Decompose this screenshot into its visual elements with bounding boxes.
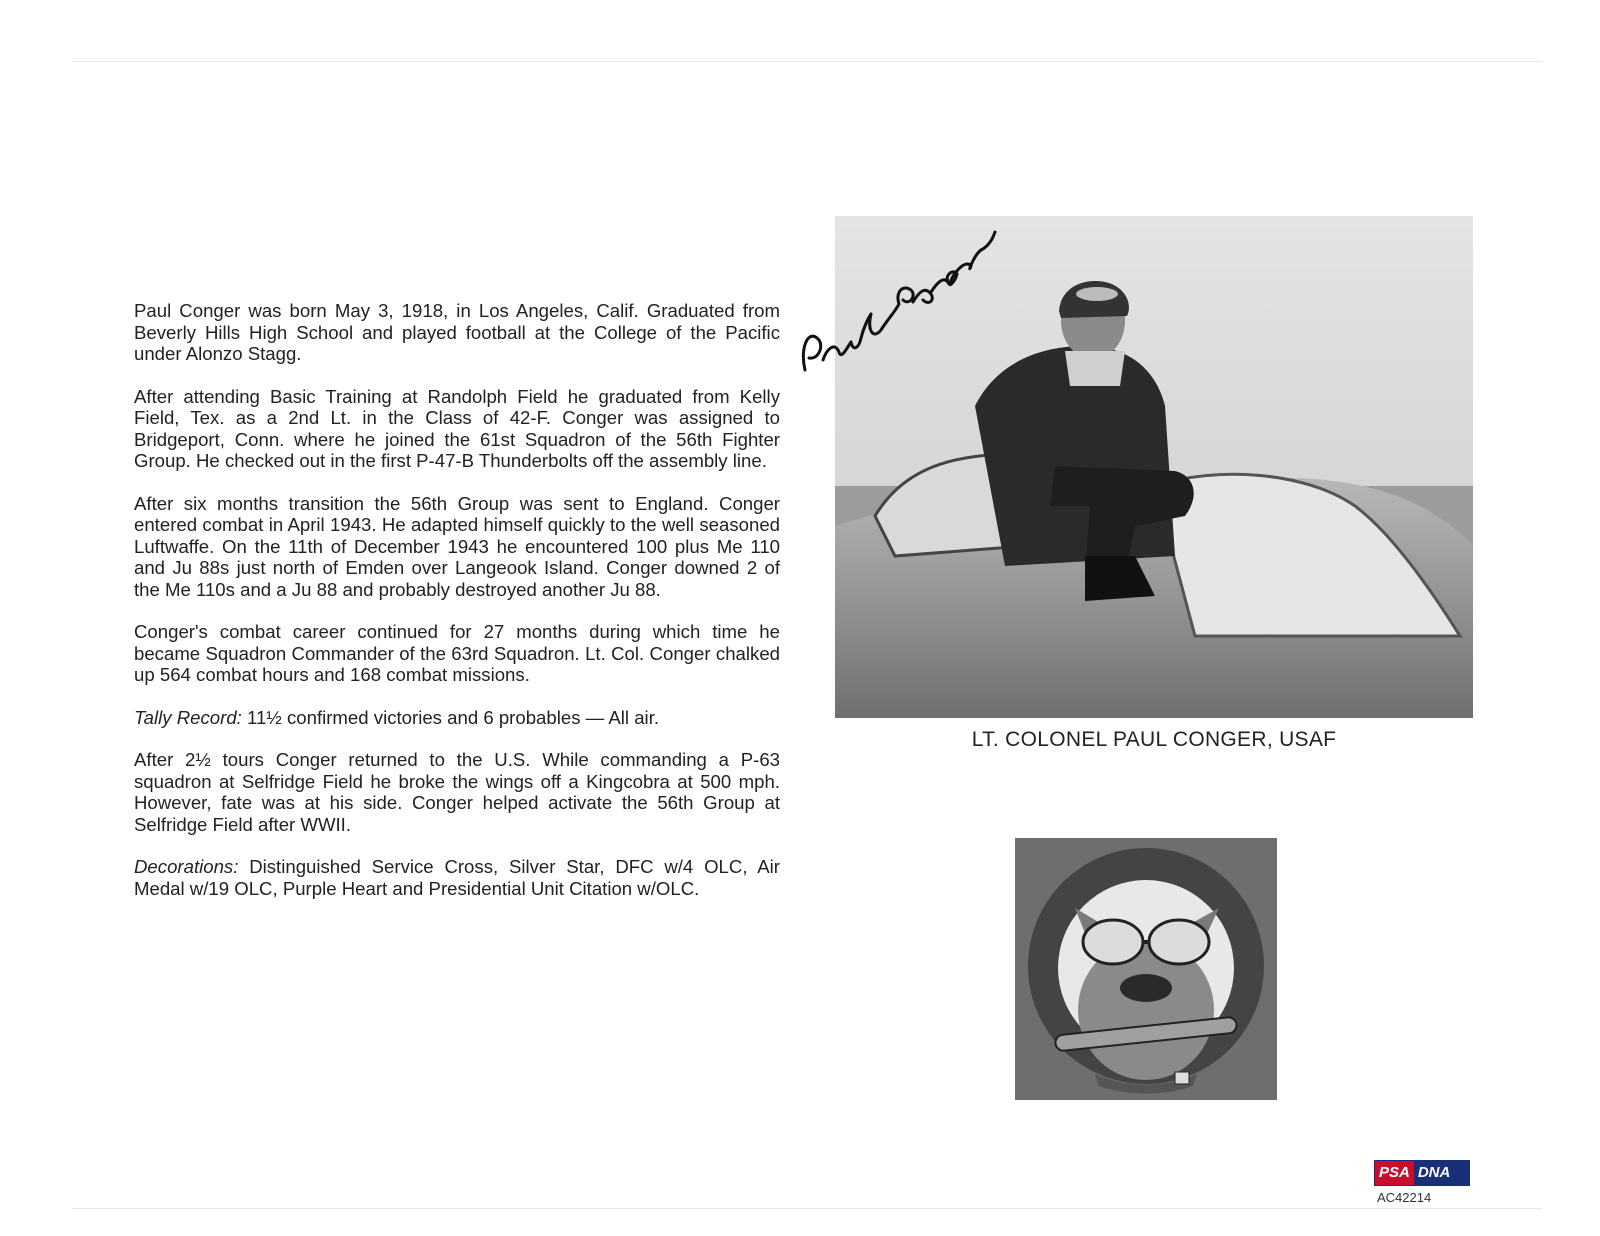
bottom-border-line xyxy=(72,1208,1542,1209)
tally-label: Tally Record: xyxy=(134,706,242,728)
authentication-code: AC42214 xyxy=(1377,1190,1432,1205)
psa-dna-logo xyxy=(1374,1160,1470,1186)
psa-logo-text: PSA xyxy=(1375,1161,1414,1185)
autograph-signature xyxy=(795,220,1005,390)
biography-text xyxy=(134,300,780,920)
bio-paragraph-career: Conger's combat career continued for 27 months during which time he became Squadron Commander of the 63rd Squadron. Lt. Col. Conger chalked up 564 combat hours and 168 combat missions. xyxy=(134,621,780,685)
bio-paragraph-decorations xyxy=(134,856,780,899)
bio-paragraph-combat: After six months transition the 56th Group was sent to England. Conger entered combat in April 1943. He adapted himself quickly to the well seasoned Luftwaffe. On the 11th of December 1943 he encountered 100 plus Me 110 and Ju 88s just north of Emden over Langeook Island. Conger downed 2 of the Me 110s and a Ju 88 and probably destroyed another Ju 88. xyxy=(134,492,780,600)
bio-paragraph-postwar: After 2½ tours Conger returned to the U.S. While commanding a P-63 squadron at Selfridge Field he broke the wings off a Kingcobra at 500 mph. However, fate was at his side. Conger helped activate the 56th Group at Selfridge Field after WWII. xyxy=(134,749,780,835)
decorations-label: Decorations: xyxy=(134,856,239,877)
dna-logo-text: DNA xyxy=(1414,1161,1469,1185)
bio-paragraph-tally xyxy=(134,707,780,729)
bio-paragraph-birth: Paul Conger was born May 3, 1918, in Los Angeles, Calif. Graduated from Beverly Hills High School and played football at the College of the Pacific under Alonzo Stagg. xyxy=(134,300,780,364)
tally-text: 11½ confirmed victories and 6 probables — All air. xyxy=(241,706,660,728)
top-border-line xyxy=(72,61,1542,62)
squadron-insignia xyxy=(1015,838,1277,1100)
bio-paragraph-training: After attending Basic Training at Randolph Field he graduated from Kelly Field, Tex. as a 2nd Lt. in the Class of 42-F. Conger was assigned to Bridgeport, Conn. where he joined the 61st Squadron of the 56th Fighter Group. He checked out in the first P-47-B Thunderbolts off the assembly line. xyxy=(134,385,780,471)
decorations-text: Distinguished Service Cross, Silver Star, DFC w/4 OLC, Air Medal w/19 OLC, Purple Heart and Presidential Unit Citation w/OLC. xyxy=(134,856,780,899)
photo-caption: LT. COLONEL PAUL CONGER, USAF xyxy=(971,728,1337,751)
